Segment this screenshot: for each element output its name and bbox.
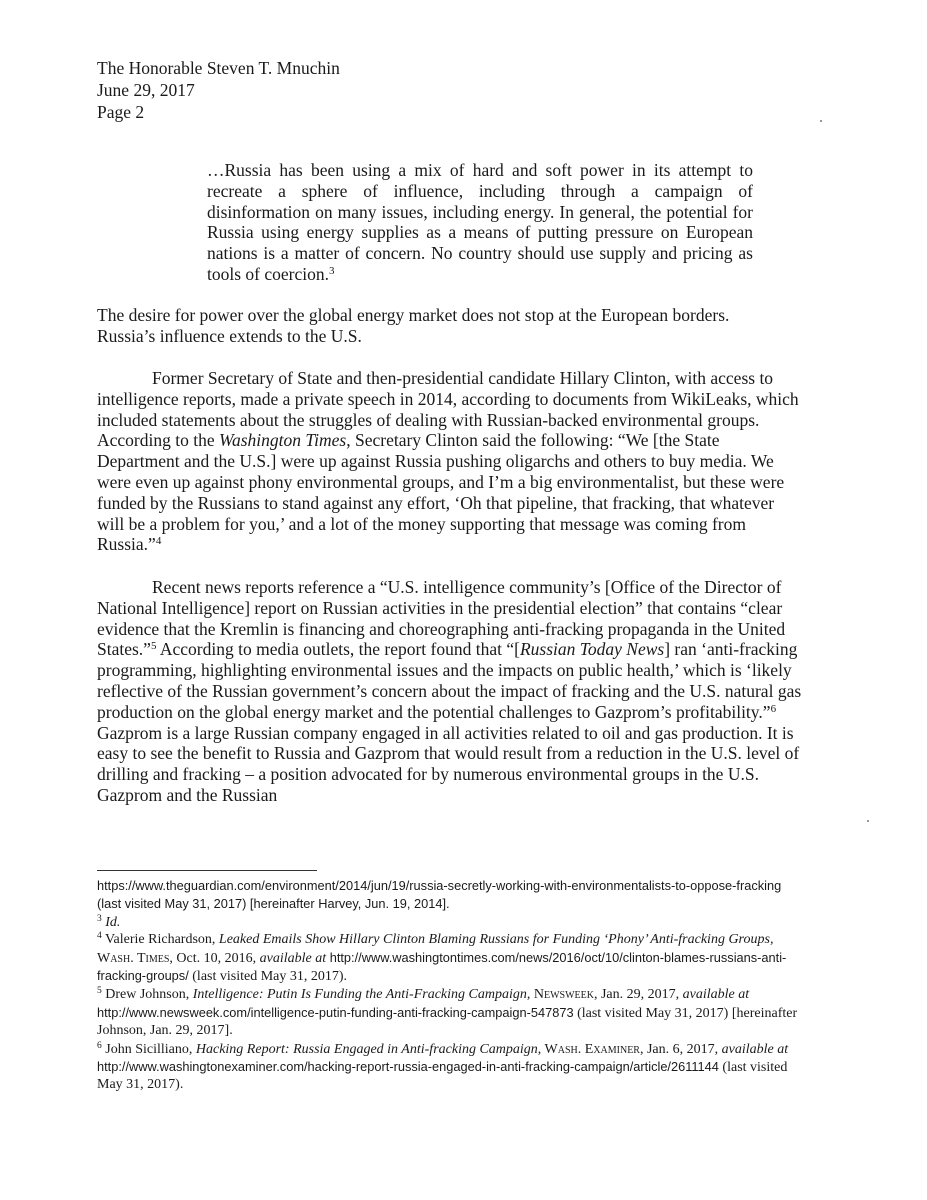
footnote-5 [97, 985, 802, 1039]
footnote-3 [97, 914, 802, 931]
footnote-author: Valerie Richardson, [101, 932, 219, 948]
footnote-6 [97, 1040, 802, 1094]
footnote-date: , Oct. 10, 2016, [169, 950, 260, 966]
footnote-tail: (last visited May 31, 2017). [188, 969, 348, 985]
paragraph-clinton [97, 368, 802, 555]
footnote-ref-4: 4 [155, 535, 162, 548]
footnote-date: , Jan. 6, 2017, [639, 1041, 722, 1057]
footnote-author: Drew Johnson, [101, 987, 193, 1003]
footnote-publication: Wash. Times [97, 950, 170, 966]
footnote-divider [97, 870, 317, 871]
footnote-available: available at [682, 987, 750, 1003]
page-number: Page 2 [97, 102, 145, 122]
quote-text: …Russia has been using a mix of hard and soft power in its attempt to recreate a sphere of influence, including through a campaign of disinformation on many issues, including energy. In general, the potential for Russia using energy supplies as a means of putting pressure on European nations is a matter of concern. No country should use supply and pricing as tools of coercion. [207, 160, 753, 284]
paragraph-energy-market [97, 305, 797, 347]
footnote-text: https://www.theguardian.com/environment/2014/jun/19/russia-secretly-working-with-environmentalists-to-oppose-fracking (last visited May 31, 2017) [hereinafter Harvey, Jun. 19, 2014]. [97, 878, 782, 912]
footnote-publication: Newsweek [530, 987, 594, 1003]
footnote-date: , Jan. 29, 2017, [593, 987, 683, 1003]
footnote-tail: (last visited May 31, 2017) [hereinafter Johnson, Jan. 29, 2017]. [97, 1005, 798, 1039]
source-washington-times: Washington Times [218, 430, 347, 451]
footnote-text: Id. [105, 914, 121, 930]
footnotes [97, 877, 802, 1094]
paragraph-line: Russia’s influence extends to the U.S. [97, 325, 362, 346]
source-russian-today: Russian Today News [519, 639, 665, 660]
footnote-title: Hacking Report: Russia Engaged in Anti-fracking Campaign [195, 1041, 538, 1057]
footnote-ref-5: 5 [150, 640, 157, 653]
letter-date: June 29, 2017 [97, 80, 195, 100]
footnote-continuation [97, 877, 802, 914]
footnote-number: 4 [97, 931, 102, 942]
paragraph-text: Former Secretary of State and then-presidential candidate Hillary Clinton, with access to intelligence reports, made a private speech in 2014, according to documents from WikiLeaks, which included statements about the struggles of dealing with Russian-backed environmental groups. According to the [97, 368, 799, 451]
letter-header [97, 57, 340, 123]
scan-speck [867, 820, 869, 822]
paragraph-text: ] ran ‘anti-fracking programming, highlighting environmental issues and the impacts on public health,’ which is ‘likely reflective of the Russian government’s concern about the impact of fracking and the U.S. natural gas production on the global energy market and the potential challenges to Gazprom’s profitability.” [97, 639, 802, 722]
paragraph-line: The desire for power over the global energy market does not stop at the European borders. [97, 305, 730, 325]
footnote-4 [97, 931, 802, 985]
paragraph-text: Recent news reports reference a “U.S. intelligence community’s [Office of the Director of National Intelligence] report on Russian activities in the presidential election” that contains “clear evidence that the Kremlin is financing and choreographing anti-fracking propaganda in the United States.” [97, 577, 786, 660]
footnote-number: 6 [97, 1040, 102, 1051]
footnote-number: 3 [97, 913, 102, 924]
paragraph-text: According to media outlets, the report found that “[ [156, 639, 520, 660]
scan-speck [820, 120, 822, 122]
block-quote [207, 160, 753, 285]
footnote-tail: (last visited May 31, 2017). [97, 1060, 788, 1093]
paragraph-intelligence [97, 577, 809, 806]
footnote-url: http://www.washingtontimes.com/news/2016/oct/10/clinton-blames-russians-anti-fracking-groups/ [97, 949, 787, 984]
footnote-title: Intelligence: Putin Is Funding the Anti-Fracking Campaign, [192, 987, 531, 1003]
footnote-available: available at [721, 1041, 789, 1057]
paragraph-text: , Secretary Clinton said the following: “We [the State Department and the U.S.] were up against Russia pushing oligarchs and others to buy media. We were even up against phony environmental groups, and I’m a big environmentalist, but these were funded by the Russians to stand against any effort, ‘Oh that pipeline, that fracking, that whatever will be a problem for you,’ and a lot of the money supporting that message was coming from Russia.” [97, 430, 785, 555]
addressee: The Honorable Steven T. Mnuchin [97, 58, 340, 78]
footnote-number: 5 [97, 986, 102, 997]
paragraph-text: Gazprom is a large Russian company engaged in all activities related to oil and gas production. It is easy to see the benefit to Russia and Gazprom that would result from a reduction in the U.S. level of drilling and fracking – a position advocated for by numerous environmental groups in the U.S. Gazprom and the Russian [97, 722, 800, 805]
footnote-ref-6: 6 [770, 702, 777, 715]
footnote-available: available at [259, 950, 327, 966]
footnote-title: Leaked Emails Show Hillary Clinton Blaming Russians for Funding ‘Phony’ Anti-fracking Groups, [218, 932, 774, 948]
footnote-publication: , Wash. Examiner [537, 1041, 640, 1057]
footnote-url: http://www.newsweek.com/intelligence-putin-funding-anti-fracking-campaign-547873 [97, 1004, 574, 1020]
footnote-url: http://www.washingtonexaminer.com/hacking-report-russia-engaged-in-anti-fracking-campaign/article/2611144 [97, 1059, 719, 1075]
footnote-ref-3: 3 [328, 264, 335, 277]
footnote-author: John Sicilliano, [101, 1041, 196, 1057]
